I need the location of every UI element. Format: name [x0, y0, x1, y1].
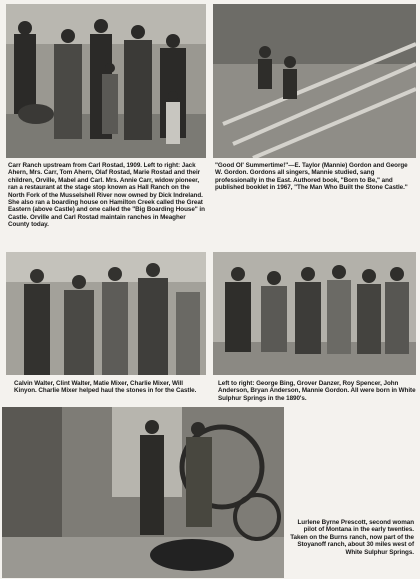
caption-good-ol-summertime: "Good Ol' Summertime!"—E. Taylor (Mannie) Gordon and George W. Gordon. Gordons all singers, Mannie studied, sang professionally in the East. Authored book, "Born to Be," and published booklet in 1967, "The Man Who Built the Stone Castle." [215, 162, 408, 192]
caption-calvin-walter: Calvin Walter, Clint Walter, Matie Mixer, Charlie Mixer, Will Kinyon. Charlie Mixer helped haul the stones in for the Castle. [14, 380, 197, 395]
photo-carr-ranch-family [6, 4, 206, 158]
caption-carr-ranch: Carr Ranch upstream from Carl Rostad, 1909. Left to right: Jack Ahern, Mrs. Carr, Tom Ahern, Olaf Rostad, Marie Rostad and their children, Orville, Mabel and Carl. Mrs. Annie Carr, widow pioneer, ran a restaurant at the stage stop known as Hall Ranch on the North Fork of the Musselshell River now owned by Dick Indreland. She also ran a boarding house on Hamilton Creek called the Great Eastern (above Castle) and one called the "Big Boarding House" in Castle. Orville and Carl Rostad maintain ranches in Meagher County today. [8, 162, 205, 229]
photo-walter-mixer-group [6, 252, 206, 375]
caption-george-bing: Left to right: George Bing, Grover Danzer, Roy Spencer, John Anderson, Bryan Anderson, Mannie Gordon. All were born in White Sulphur Springs in the 1890's. [218, 380, 416, 402]
photo-white-sulphur-boys [213, 252, 416, 375]
photo-gordons-on-fence [213, 4, 416, 158]
photo-lurlene-prescott [2, 407, 284, 578]
caption-lurlene: Lurlene Byrne Prescott, second woman pilot of Montana in the early twenties. Taken on the Burns ranch, now part of the Stoyanoff ranch, about 30 miles west of White Sulphur Springs. [290, 519, 414, 556]
